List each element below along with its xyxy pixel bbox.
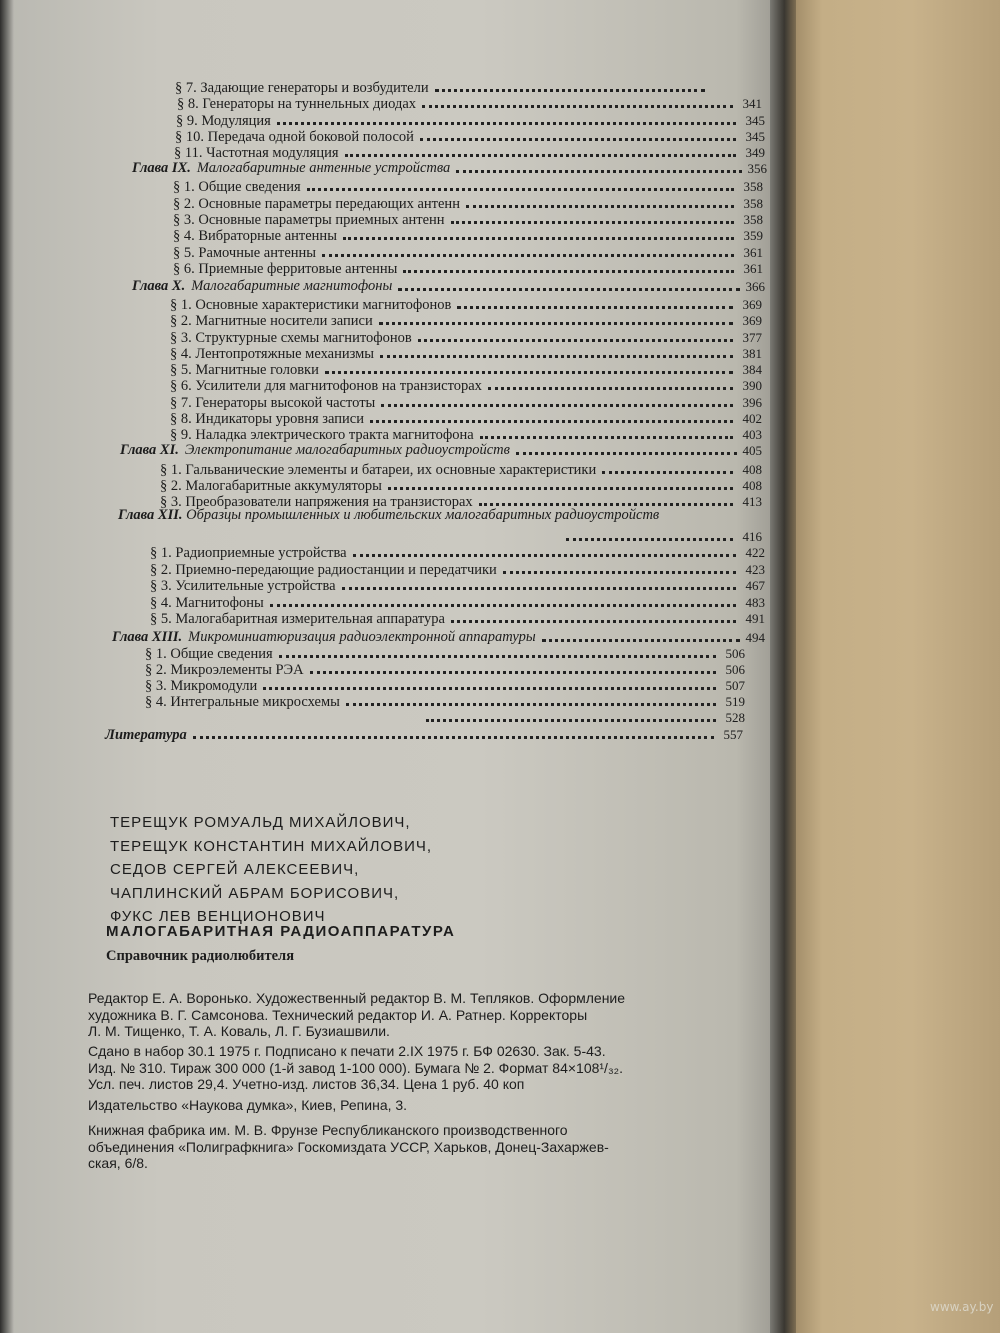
toc-item: § 1. Общие сведения 506 [145, 646, 745, 662]
toc-item: § 2. Основные параметры передающих антенн 358 [173, 196, 763, 212]
author: ТЕРЕЩУК КОНСТАНТИН МИХАЙЛОВИЧ, [110, 837, 433, 855]
book-spine-shadow [770, 0, 796, 1333]
toc-item: § 7. Задающие генераторы и возбудители [175, 80, 715, 96]
toc-item: § 2. Приемно-передающие радиостанции и передатчики 423 [150, 562, 765, 578]
toc-item: § 8. Индикаторы уровня записи 402 [170, 411, 762, 427]
toc-item: § 7. Генераторы высокой частоты 396 [170, 395, 762, 411]
toc-item: § 4. Лентопротяжные механизмы 381 [170, 346, 762, 362]
toc-item: § 4. Магнитофоны 483 [150, 595, 765, 611]
toc-item: § 3. Усилительные устройства 467 [150, 578, 765, 594]
page-gutter-shadow [0, 0, 14, 1333]
toc-item: § 5. Малогабаритная измерительная аппаратура 491 [150, 611, 765, 627]
imprint-publisher: Издательство «Наукова думка», Киев, Репина, 3. [88, 1097, 408, 1113]
chapter-heading: Глава X. Малогабаритные магнитофоны 366 [132, 278, 765, 294]
toc-page: 528 [420, 710, 745, 726]
toc-item: § 6. Усилители для магнитофонов на транзисторах 390 [170, 378, 762, 394]
toc-item: § 9. Наладка электрического тракта магнитофона 403 [170, 427, 762, 443]
toc-item: § 2. Микроэлементы РЭА 506 [145, 662, 745, 678]
author: ФУКС ЛЕВ ВЕНЦИОНОВИЧ [110, 908, 326, 925]
toc-item: § 5. Магнитные головки 384 [170, 362, 762, 378]
toc-item: § 3. Микромодули 507 [145, 678, 745, 694]
toc-item: § 2. Магнитные носители записи 369 [170, 313, 762, 329]
imprint-editors: Редактор Е. А. Воронько. Художественный редактор В. М. Тепляков. Оформление художника В. Г. Самсонова. Технический редактор И. А. Ратнер. Корректоры Л. М. Тищенко, Т. А. Коваль, Л. Г. Бузиашвили. [88, 990, 626, 1039]
toc-item: § 6. Приемные ферритовые антенны 361 [173, 261, 763, 277]
toc-item: § 4. Интегральные микросхемы 519 [145, 694, 745, 710]
imprint-factory: Книжная фабрика им. М. В. Фрунзе Республиканского производственного объединения «Полиграфкнига» Госкомиздата УССР, Харьков, Донец-Захаржев- ская, 6/8. [88, 1122, 609, 1171]
toc-item: § 2. Малогабаритные аккумуляторы 408 [160, 478, 762, 494]
toc-item: § 8. Генераторы на туннельных диодах 341 [177, 96, 762, 112]
watermark: www.ay.by [930, 1300, 994, 1314]
chapter-heading: Глава IX. Малогабаритные антенные устройства 356 [132, 160, 767, 176]
toc-item: § 5. Рамочные антенны 361 [173, 245, 763, 261]
book-title: МАЛОГАБАРИТНАЯ РАДИОАППАРАТУРА [106, 923, 456, 940]
toc-item: § 1. Основные характеристики магнитофонов 369 [170, 297, 762, 313]
back-cover-edge [778, 0, 1000, 1333]
toc-item: § 9. Модуляция 345 [176, 113, 765, 129]
author: ЧАПЛИНСКИЙ АБРАМ БОРИСОВИЧ, [110, 884, 400, 902]
toc-item: § 10. Передача одной боковой полосой 345 [175, 129, 765, 145]
toc-item: § 1. Радиоприемные устройства 422 [150, 545, 765, 561]
authors-list [110, 814, 432, 932]
toc-item: § 4. Вибраторные антенны 359 [173, 228, 763, 244]
chapter-heading: Глава XII. Образцы промышленных и любительских малогабаритных радиоустройств [118, 507, 660, 523]
toc-page: 416 [560, 529, 762, 545]
toc-item: § 1. Общие сведения 358 [173, 179, 763, 195]
author: ТЕРЕЩУК РОМУАЛЬД МИХАЙЛОВИЧ, [110, 814, 411, 831]
imprint-print-info: Сдано в набор 30.1 1975 г. Подписано к печати 2.IX 1975 г. БФ 02630. Зак. 5-43. Изд. № 310. Тираж 300 000 (1-й завод 1-100 000). Бумага № 2. Формат 84×108¹/₃₂. Усл. печ. листов 29,4. Учетно-изд. листов 36,34. Цена 1 руб. 40 коп [88, 1043, 623, 1092]
toc-item: § 3. Структурные схемы магнитофонов 377 [170, 330, 762, 346]
toc-item: § 1. Гальванические элементы и батареи, их основные характеристики 408 [160, 462, 762, 478]
toc-literature: Литература 557 [105, 727, 743, 743]
chapter-heading: Глава XIII. Микроминиатюризация радиоэлектронной аппаратуры 494 [112, 629, 765, 645]
chapter-heading: Глава XI. Электропитание малогабаритных радиоустройств 405 [120, 442, 762, 458]
author: СЕДОВ СЕРГЕЙ АЛЕКСЕЕВИЧ, [110, 861, 360, 878]
book-subtitle: Справочник радиолюбителя [106, 948, 295, 964]
toc-item: § 11. Частотная модуляция 349 [174, 145, 765, 161]
toc-item: § 3. Основные параметры приемных антенн 358 [173, 212, 763, 228]
toc-item: § 3. Преобразователи напряжения на транзисторах 413 [160, 494, 762, 510]
